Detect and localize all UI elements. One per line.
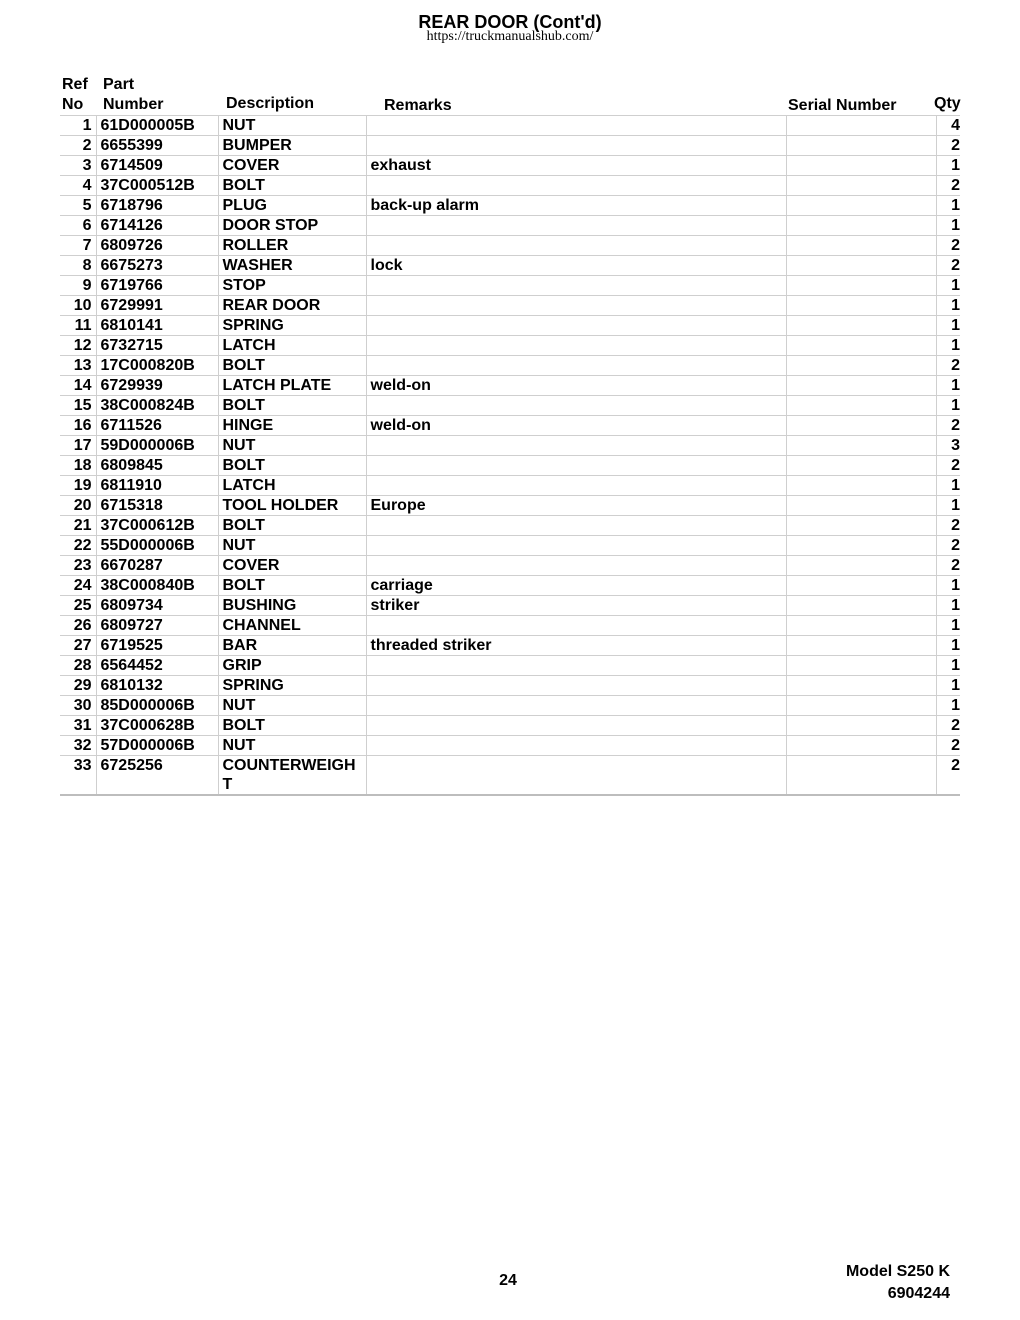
cell-ref: 5 bbox=[60, 196, 96, 216]
cell-remarks: Europe bbox=[366, 496, 786, 516]
table-row bbox=[60, 256, 960, 276]
cell-serial-number bbox=[786, 356, 936, 376]
cell-ref: 11 bbox=[60, 316, 96, 336]
table-row bbox=[60, 636, 960, 656]
table-row bbox=[60, 216, 960, 236]
cell-qty: 1 bbox=[936, 656, 960, 676]
cell-part-number: 38C000824B bbox=[96, 396, 218, 416]
cell-description: BAR bbox=[218, 636, 366, 656]
cell-remarks bbox=[366, 296, 786, 316]
col-header-qty: Qty bbox=[934, 95, 961, 112]
cell-serial-number bbox=[786, 476, 936, 496]
cell-description: BUSHING bbox=[218, 596, 366, 616]
cell-serial-number bbox=[786, 296, 936, 316]
cell-remarks bbox=[366, 736, 786, 756]
cell-ref: 31 bbox=[60, 716, 96, 736]
cell-serial-number bbox=[786, 316, 936, 336]
cell-serial-number bbox=[786, 636, 936, 656]
cell-qty: 1 bbox=[936, 296, 960, 316]
cell-ref: 6 bbox=[60, 216, 96, 236]
table-row bbox=[60, 556, 960, 576]
cell-part-number: 6675273 bbox=[96, 256, 218, 276]
cell-ref: 26 bbox=[60, 616, 96, 636]
cell-qty: 2 bbox=[936, 536, 960, 556]
cell-ref: 14 bbox=[60, 376, 96, 396]
cell-qty: 1 bbox=[936, 396, 960, 416]
cell-qty: 1 bbox=[936, 156, 960, 176]
table-row bbox=[60, 176, 960, 196]
cell-ref: 25 bbox=[60, 596, 96, 616]
cell-remarks bbox=[366, 116, 786, 136]
cell-qty: 3 bbox=[936, 436, 960, 456]
cell-description: COUNTERWEIGHT bbox=[218, 756, 366, 796]
cell-qty: 4 bbox=[936, 116, 960, 136]
cell-remarks bbox=[366, 356, 786, 376]
cell-serial-number bbox=[786, 256, 936, 276]
cell-description: GRIP bbox=[218, 656, 366, 676]
cell-qty: 1 bbox=[936, 616, 960, 636]
cell-part-number: 57D000006B bbox=[96, 736, 218, 756]
cell-qty: 1 bbox=[936, 496, 960, 516]
cell-qty: 2 bbox=[936, 176, 960, 196]
cell-qty: 1 bbox=[936, 336, 960, 356]
cell-part-number: 6732715 bbox=[96, 336, 218, 356]
cell-part-number: 6810132 bbox=[96, 676, 218, 696]
cell-remarks bbox=[366, 176, 786, 196]
cell-ref: 22 bbox=[60, 536, 96, 556]
cell-part-number: 38C000840B bbox=[96, 576, 218, 596]
cell-ref: 28 bbox=[60, 656, 96, 676]
table-row bbox=[60, 696, 960, 716]
cell-part-number: 6714509 bbox=[96, 156, 218, 176]
cell-description: NUT bbox=[218, 536, 366, 556]
cell-qty: 2 bbox=[936, 556, 960, 576]
cell-ref: 29 bbox=[60, 676, 96, 696]
table-row bbox=[60, 236, 960, 256]
cell-part-number: 6714126 bbox=[96, 216, 218, 236]
cell-part-number: 6719525 bbox=[96, 636, 218, 656]
cell-part-number: 6811910 bbox=[96, 476, 218, 496]
cell-description: DOOR STOP bbox=[218, 216, 366, 236]
cell-part-number: 55D000006B bbox=[96, 536, 218, 556]
cell-qty: 1 bbox=[936, 216, 960, 236]
cell-part-number: 37C000628B bbox=[96, 716, 218, 736]
cell-qty: 1 bbox=[936, 316, 960, 336]
cell-description: LATCH bbox=[218, 336, 366, 356]
cell-qty: 2 bbox=[936, 516, 960, 536]
cell-ref: 10 bbox=[60, 296, 96, 316]
table-row bbox=[60, 296, 960, 316]
cell-remarks bbox=[366, 236, 786, 256]
cell-description: BOLT bbox=[218, 576, 366, 596]
cell-part-number: 6809727 bbox=[96, 616, 218, 636]
cell-description: SPRING bbox=[218, 676, 366, 696]
col-header-serial-number: Serial Number bbox=[788, 97, 897, 114]
table-row bbox=[60, 676, 960, 696]
cell-serial-number bbox=[786, 596, 936, 616]
cell-part-number: 6719766 bbox=[96, 276, 218, 296]
table-row bbox=[60, 596, 960, 616]
cell-part-number: 37C000612B bbox=[96, 516, 218, 536]
cell-qty: 1 bbox=[936, 576, 960, 596]
cell-remarks bbox=[366, 696, 786, 716]
cell-qty: 1 bbox=[936, 476, 960, 496]
cell-ref: 27 bbox=[60, 636, 96, 656]
cell-ref: 12 bbox=[60, 336, 96, 356]
col-header-part-line1: Part bbox=[103, 76, 135, 93]
cell-serial-number bbox=[786, 396, 936, 416]
cell-serial-number bbox=[786, 276, 936, 296]
cell-remarks bbox=[366, 456, 786, 476]
cell-part-number: 6729991 bbox=[96, 296, 218, 316]
cell-remarks: threaded striker bbox=[366, 636, 786, 656]
cell-part-number: 6809845 bbox=[96, 456, 218, 476]
cell-serial-number bbox=[786, 716, 936, 736]
cell-part-number: 6725256 bbox=[96, 756, 218, 796]
cell-description: WASHER bbox=[218, 256, 366, 276]
table-row bbox=[60, 336, 960, 356]
table-row bbox=[60, 136, 960, 156]
table-row bbox=[60, 736, 960, 756]
cell-serial-number bbox=[786, 556, 936, 576]
footer-code: 6904244 bbox=[887, 1285, 950, 1302]
cell-description: TOOL HOLDER bbox=[218, 496, 366, 516]
cell-description: REAR DOOR bbox=[218, 296, 366, 316]
cell-ref: 1 bbox=[60, 116, 96, 136]
cell-serial-number bbox=[786, 116, 936, 136]
table-row bbox=[60, 316, 960, 336]
cell-ref: 32 bbox=[60, 736, 96, 756]
cell-qty: 2 bbox=[936, 456, 960, 476]
cell-description: BOLT bbox=[218, 456, 366, 476]
cell-remarks: lock bbox=[366, 256, 786, 276]
cell-description: NUT bbox=[218, 436, 366, 456]
cell-part-number: 6564452 bbox=[96, 656, 218, 676]
col-header-description: Description bbox=[226, 95, 315, 112]
table-row bbox=[60, 756, 960, 796]
page-number: 24 bbox=[499, 1272, 517, 1289]
cell-part-number: 6715318 bbox=[96, 496, 218, 516]
cell-ref: 20 bbox=[60, 496, 96, 516]
cell-serial-number bbox=[786, 136, 936, 156]
cell-serial-number bbox=[786, 736, 936, 756]
cell-description: NUT bbox=[218, 116, 366, 136]
cell-qty: 1 bbox=[936, 596, 960, 616]
cell-description: HINGE bbox=[218, 416, 366, 436]
cell-serial-number bbox=[786, 456, 936, 476]
table-row bbox=[60, 416, 960, 436]
cell-remarks: striker bbox=[366, 596, 786, 616]
cell-part-number: 6809726 bbox=[96, 236, 218, 256]
cell-qty: 1 bbox=[936, 276, 960, 296]
cell-qty: 2 bbox=[936, 416, 960, 436]
cell-part-number: 6718796 bbox=[96, 196, 218, 216]
cell-serial-number bbox=[786, 376, 936, 396]
cell-qty: 2 bbox=[936, 716, 960, 736]
cell-remarks bbox=[366, 756, 786, 796]
cell-ref: 18 bbox=[60, 456, 96, 476]
cell-remarks: weld-on bbox=[366, 416, 786, 436]
table-row bbox=[60, 156, 960, 176]
cell-qty: 2 bbox=[936, 356, 960, 376]
cell-description: BUMPER bbox=[218, 136, 366, 156]
table-row bbox=[60, 196, 960, 216]
cell-qty: 2 bbox=[936, 756, 960, 796]
cell-qty: 2 bbox=[936, 236, 960, 256]
parts-table bbox=[60, 115, 960, 796]
cell-ref: 3 bbox=[60, 156, 96, 176]
cell-remarks bbox=[366, 216, 786, 236]
cell-part-number: 6655399 bbox=[96, 136, 218, 156]
table-row bbox=[60, 436, 960, 456]
cell-remarks bbox=[366, 516, 786, 536]
table-row bbox=[60, 376, 960, 396]
col-header-ref-line2: No bbox=[62, 96, 84, 113]
cell-serial-number bbox=[786, 696, 936, 716]
cell-qty: 1 bbox=[936, 696, 960, 716]
cell-serial-number bbox=[786, 496, 936, 516]
cell-description: PLUG bbox=[218, 196, 366, 216]
cell-description: COVER bbox=[218, 556, 366, 576]
cell-serial-number bbox=[786, 656, 936, 676]
cell-serial-number bbox=[786, 576, 936, 596]
cell-remarks bbox=[366, 136, 786, 156]
cell-part-number: 17C000820B bbox=[96, 356, 218, 376]
cell-qty: 1 bbox=[936, 636, 960, 656]
cell-serial-number bbox=[786, 156, 936, 176]
cell-ref: 4 bbox=[60, 176, 96, 196]
cell-description: NUT bbox=[218, 736, 366, 756]
table-row bbox=[60, 116, 960, 136]
cell-serial-number bbox=[786, 336, 936, 356]
cell-description: LATCH bbox=[218, 476, 366, 496]
cell-ref: 13 bbox=[60, 356, 96, 376]
cell-description: BOLT bbox=[218, 516, 366, 536]
cell-description: COVER bbox=[218, 156, 366, 176]
cell-ref: 2 bbox=[60, 136, 96, 156]
cell-serial-number bbox=[786, 196, 936, 216]
cell-description: ROLLER bbox=[218, 236, 366, 256]
cell-serial-number bbox=[786, 416, 936, 436]
table-row bbox=[60, 496, 960, 516]
cell-qty: 1 bbox=[936, 676, 960, 696]
cell-part-number: 61D000005B bbox=[96, 116, 218, 136]
cell-serial-number bbox=[786, 536, 936, 556]
cell-ref: 17 bbox=[60, 436, 96, 456]
cell-serial-number bbox=[786, 176, 936, 196]
cell-description: STOP bbox=[218, 276, 366, 296]
table-row bbox=[60, 476, 960, 496]
cell-ref: 24 bbox=[60, 576, 96, 596]
cell-remarks bbox=[366, 536, 786, 556]
table-row bbox=[60, 536, 960, 556]
footer-model: Model S250 K bbox=[845, 1263, 950, 1280]
col-header-remarks: Remarks bbox=[384, 97, 452, 114]
cell-description: NUT bbox=[218, 696, 366, 716]
cell-remarks: exhaust bbox=[366, 156, 786, 176]
cell-ref: 30 bbox=[60, 696, 96, 716]
cell-description: BOLT bbox=[218, 716, 366, 736]
cell-serial-number bbox=[786, 676, 936, 696]
cell-description: BOLT bbox=[218, 176, 366, 196]
cell-qty: 2 bbox=[936, 256, 960, 276]
cell-qty: 2 bbox=[936, 736, 960, 756]
table-row bbox=[60, 396, 960, 416]
cell-remarks bbox=[366, 436, 786, 456]
cell-remarks bbox=[366, 336, 786, 356]
cell-remarks bbox=[366, 396, 786, 416]
cell-part-number: 6670287 bbox=[96, 556, 218, 576]
cell-serial-number bbox=[786, 516, 936, 536]
cell-serial-number bbox=[786, 616, 936, 636]
cell-description: SPRING bbox=[218, 316, 366, 336]
cell-remarks bbox=[366, 316, 786, 336]
cell-ref: 15 bbox=[60, 396, 96, 416]
table-row bbox=[60, 576, 960, 596]
parts-table-body bbox=[60, 116, 960, 796]
table-row bbox=[60, 656, 960, 676]
cell-qty: 1 bbox=[936, 376, 960, 396]
cell-serial-number bbox=[786, 236, 936, 256]
cell-remarks: weld-on bbox=[366, 376, 786, 396]
page-title: REAR DOOR (Cont'd) bbox=[418, 12, 602, 32]
cell-part-number: 6711526 bbox=[96, 416, 218, 436]
source-url: https://truckmanualshub.com/ bbox=[426, 29, 594, 44]
cell-part-number: 37C000512B bbox=[96, 176, 218, 196]
cell-part-number: 85D000006B bbox=[96, 696, 218, 716]
cell-description: LATCH PLATE bbox=[218, 376, 366, 396]
table-row bbox=[60, 716, 960, 736]
cell-serial-number bbox=[786, 756, 936, 796]
cell-part-number: 6810141 bbox=[96, 316, 218, 336]
cell-remarks bbox=[366, 556, 786, 576]
col-header-ref-line1: Ref bbox=[62, 76, 88, 93]
cell-ref: 16 bbox=[60, 416, 96, 436]
cell-remarks bbox=[366, 656, 786, 676]
cell-ref: 7 bbox=[60, 236, 96, 256]
table-row bbox=[60, 616, 960, 636]
cell-remarks: back-up alarm bbox=[366, 196, 786, 216]
cell-remarks bbox=[366, 476, 786, 496]
col-header-part-line2: Number bbox=[103, 96, 164, 113]
cell-description: CHANNEL bbox=[218, 616, 366, 636]
cell-serial-number bbox=[786, 216, 936, 236]
cell-description: BOLT bbox=[218, 396, 366, 416]
cell-remarks: carriage bbox=[366, 576, 786, 596]
cell-ref: 9 bbox=[60, 276, 96, 296]
cell-description: BOLT bbox=[218, 356, 366, 376]
cell-ref: 21 bbox=[60, 516, 96, 536]
table-row bbox=[60, 276, 960, 296]
table-row bbox=[60, 516, 960, 536]
cell-remarks bbox=[366, 616, 786, 636]
cell-qty: 1 bbox=[936, 196, 960, 216]
cell-part-number: 6809734 bbox=[96, 596, 218, 616]
cell-ref: 19 bbox=[60, 476, 96, 496]
cell-part-number: 6729939 bbox=[96, 376, 218, 396]
cell-qty: 2 bbox=[936, 136, 960, 156]
table-row bbox=[60, 456, 960, 476]
cell-remarks bbox=[366, 716, 786, 736]
cell-ref: 33 bbox=[60, 756, 96, 796]
cell-ref: 8 bbox=[60, 256, 96, 276]
cell-ref: 23 bbox=[60, 556, 96, 576]
cell-remarks bbox=[366, 676, 786, 696]
table-row bbox=[60, 356, 960, 376]
cell-part-number: 59D000006B bbox=[96, 436, 218, 456]
cell-remarks bbox=[366, 276, 786, 296]
cell-serial-number bbox=[786, 436, 936, 456]
